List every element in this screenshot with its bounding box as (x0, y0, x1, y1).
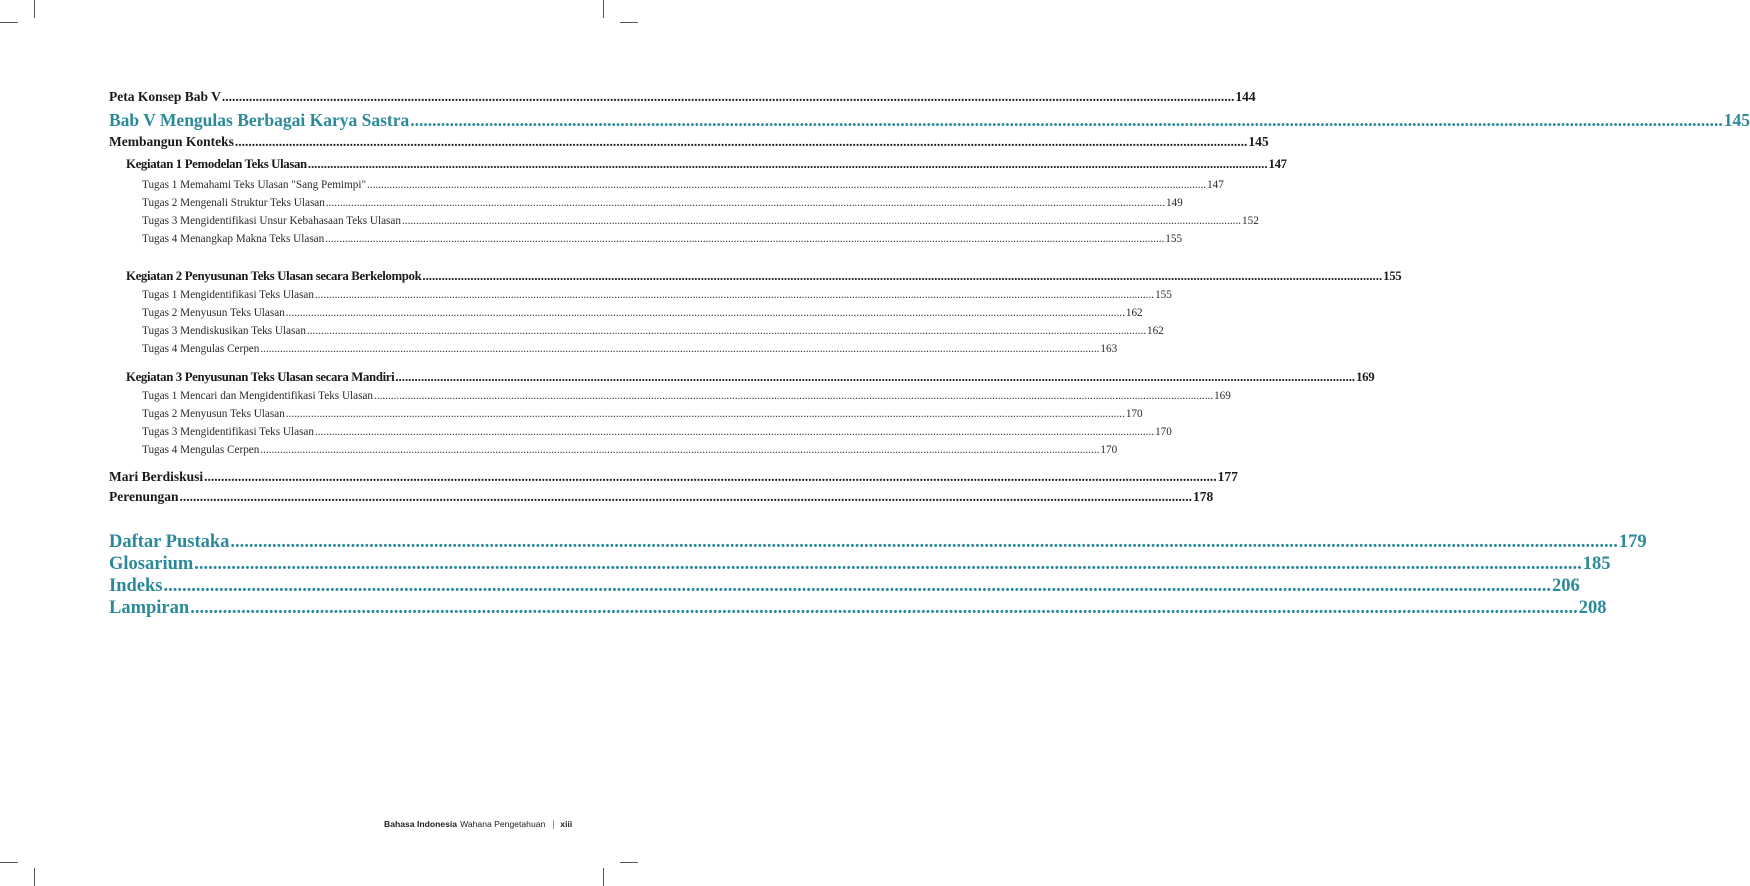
toc-entry[interactable] (142, 426, 1172, 438)
toc-entry-page: 170 (1100, 444, 1118, 456)
toc-entry-title: Tugas 3 Mendiskusikan Teks Ulasan (142, 325, 306, 337)
crop-mark (0, 862, 18, 863)
toc-entry-page: 208 (1578, 598, 1607, 618)
toc-entry[interactable] (109, 134, 1269, 150)
toc-entry[interactable] (142, 215, 1259, 227)
toc-entry-page: 162 (1125, 307, 1143, 319)
crop-mark (34, 0, 35, 18)
toc-leader-dots: ............................................................................................................................................................................................................................................................................................................ (410, 110, 1723, 130)
toc-entry-page: 155 (1383, 269, 1402, 283)
toc-entry-title: Tugas 2 Mengenali Struktur Teks Ulasan (142, 197, 325, 209)
crop-mark (603, 868, 604, 886)
toc-entry[interactable] (109, 89, 1256, 105)
toc-entry-page: 144 (1235, 89, 1256, 104)
toc-leader-dots: ............................................................................................................................................................................................................................................................................................................ (234, 134, 1248, 149)
toc-leader-dots: ............................................................................................................................................................................................................................................................................................................ (325, 197, 1165, 209)
toc-entry-title: Tugas 4 Mengulas Cerpen (142, 444, 260, 456)
toc-entry-title: Lampiran (109, 598, 190, 618)
footer-divider (553, 820, 554, 829)
toc-entry-page: 179 (1618, 532, 1647, 552)
toc-entry-title: Bab V Mengulas Berbagai Karya Sastra (109, 110, 410, 130)
toc-entry-title: Glosarium (109, 554, 194, 574)
toc-entry-page: 145 (1723, 110, 1750, 130)
toc-leader-dots: ............................................................................................................................................................................................................................................................................................................ (260, 343, 1100, 355)
toc-leader-dots: ............................................................................................................................................................................................................................................................................................................ (260, 444, 1100, 456)
toc-leader-dots: ............................................................................................................................................................................................................................................................................................................ (315, 426, 1155, 438)
toc-entry[interactable] (142, 325, 1164, 337)
toc-entry[interactable] (142, 233, 1183, 245)
toc-entry-title: Membangun Konteks (109, 134, 234, 149)
toc-leader-dots: ............................................................................................................................................................................................................................................................................................................ (315, 289, 1155, 301)
toc-leader-dots: ............................................................................................................................................................................................................................................................................................................ (163, 576, 1551, 596)
toc-leader-dots: ............................................................................................................................................................................................................................................................................................................ (374, 390, 1214, 402)
toc-entry-page: 170 (1155, 426, 1172, 438)
toc-entry-page: 177 (1217, 469, 1238, 484)
toc-entry-title: Peta Konsep Bab V (109, 89, 221, 104)
toc-entry-page: 155 (1165, 233, 1183, 245)
footer-book-title: Bahasa Indonesia (384, 819, 458, 829)
toc-leader-dots: ............................................................................................................................................................................................................................................................................................................ (367, 179, 1207, 191)
toc-entry[interactable] (109, 598, 1607, 619)
toc-entry[interactable] (142, 179, 1224, 191)
toc-entry-page: 185 (1582, 554, 1611, 574)
toc-entry[interactable] (109, 469, 1238, 485)
toc-entry[interactable] (142, 408, 1143, 420)
toc-entry[interactable] (126, 370, 1375, 385)
toc-leader-dots: ............................................................................................................................................................................................................................................................................................................ (230, 532, 1618, 552)
toc-entry[interactable] (126, 269, 1402, 284)
toc-leader-dots: ............................................................................................................................................................................................................................................................................................................ (285, 307, 1125, 319)
toc-entry-title: Tugas 4 Mengulas Cerpen (142, 343, 260, 355)
toc-entry-page: 155 (1155, 289, 1172, 301)
page-footer (384, 819, 584, 829)
toc-entry-title: Daftar Pustaka (109, 532, 230, 552)
toc-entry[interactable] (142, 289, 1172, 301)
footer-page-number: xiii (560, 819, 573, 829)
toc-leader-dots: ............................................................................................................................................................................................................................................................................................................ (285, 408, 1125, 420)
toc-entry[interactable] (109, 489, 1214, 505)
toc-entry[interactable] (109, 576, 1580, 597)
toc-entry-title: Tugas 3 Mengidentifikasi Teks Ulasan (142, 426, 314, 438)
toc-entry-page: 178 (1193, 489, 1214, 504)
crop-mark (620, 22, 638, 23)
toc-entry-page: 206 (1551, 576, 1580, 596)
toc-entry-page: 163 (1100, 343, 1118, 355)
crop-mark (603, 0, 604, 18)
toc-entry[interactable] (142, 444, 1118, 456)
toc-entry-title: Mari Berdiskusi (109, 469, 204, 484)
crop-mark (620, 862, 638, 863)
toc-entry[interactable] (109, 532, 1647, 553)
toc-leader-dots: ............................................................................................................................................................................................................................................................................................................ (422, 269, 1383, 283)
toc-entry-title: Tugas 3 Mengidentifikasi Unsur Kebahasaan Teks Ulasan (142, 215, 401, 227)
toc-entry[interactable] (142, 390, 1231, 402)
toc-leader-dots: ............................................................................................................................................................................................................................................................................................................ (306, 325, 1146, 337)
toc-entry-page: 152 (1242, 215, 1259, 227)
toc-entry-title: Indeks (109, 576, 163, 596)
toc-entry[interactable] (109, 110, 1750, 131)
toc-leader-dots: ............................................................................................................................................................................................................................................................................................................ (179, 489, 1193, 504)
toc-entry-page: 147 (1207, 179, 1224, 191)
toc-entry[interactable] (142, 307, 1143, 319)
toc-entry[interactable] (109, 554, 1611, 575)
toc-leader-dots: ............................................................................................................................................................................................................................................................................................................ (194, 554, 1582, 574)
toc-entry-title: Tugas 2 Menyusun Teks Ulasan (142, 307, 285, 319)
toc-leader-dots: ............................................................................................................................................................................................................................................................................................................ (401, 215, 1242, 227)
toc-leader-dots: ............................................................................................................................................................................................................................................................................................................ (307, 157, 1268, 171)
toc-entry-page: 169 (1214, 390, 1231, 402)
toc-entry-title: Tugas 4 Menangkap Makna Teks Ulasan (142, 233, 325, 245)
toc-entry-title: Tugas 1 Mengidentifikasi Teks Ulasan (142, 289, 314, 301)
toc-entry-page: 147 (1268, 157, 1287, 171)
toc-entry-page: 162 (1146, 325, 1164, 337)
toc-entry-page: 149 (1165, 197, 1183, 209)
toc-entry-page: 170 (1125, 408, 1143, 420)
toc-entry-title: Perenungan (109, 489, 179, 504)
crop-mark (0, 22, 18, 23)
toc-entry-page: 145 (1248, 134, 1269, 149)
crop-mark (34, 868, 35, 886)
toc-entry-title: Kegiatan 2 Penyusunan Teks Ulasan secara Berkelompok (126, 269, 422, 283)
toc-leader-dots: ............................................................................................................................................................................................................................................................................................................ (325, 233, 1165, 245)
toc-entry-title: Tugas 1 Memahami Teks Ulasan "Sang Pemimpi" (142, 179, 367, 191)
toc-leader-dots: ............................................................................................................................................................................................................................................................................................................ (395, 370, 1356, 384)
toc-entry-title: Tugas 1 Mencari dan Mengidentifikasi Teks Ulasan (142, 390, 374, 402)
toc-leader-dots: ............................................................................................................................................................................................................................................................................................................ (204, 469, 1217, 484)
toc-entry-title: Kegiatan 3 Penyusunan Teks Ulasan secara Mandiri (126, 370, 395, 384)
toc-entry[interactable] (142, 343, 1118, 355)
toc-entry-title: Tugas 2 Menyusun Teks Ulasan (142, 408, 285, 420)
toc-entry[interactable] (126, 157, 1287, 172)
toc-entry[interactable] (142, 197, 1183, 209)
toc-leader-dots: ............................................................................................................................................................................................................................................................................................................ (221, 89, 1235, 104)
toc-leader-dots: ............................................................................................................................................................................................................................................................................................................ (190, 598, 1578, 618)
footer-book-subtitle: Wahana Pengetahuan (460, 819, 546, 829)
toc-entry-title: Kegiatan 1 Pemodelan Teks Ulasan (126, 157, 307, 171)
toc-entry-page: 169 (1356, 370, 1375, 384)
